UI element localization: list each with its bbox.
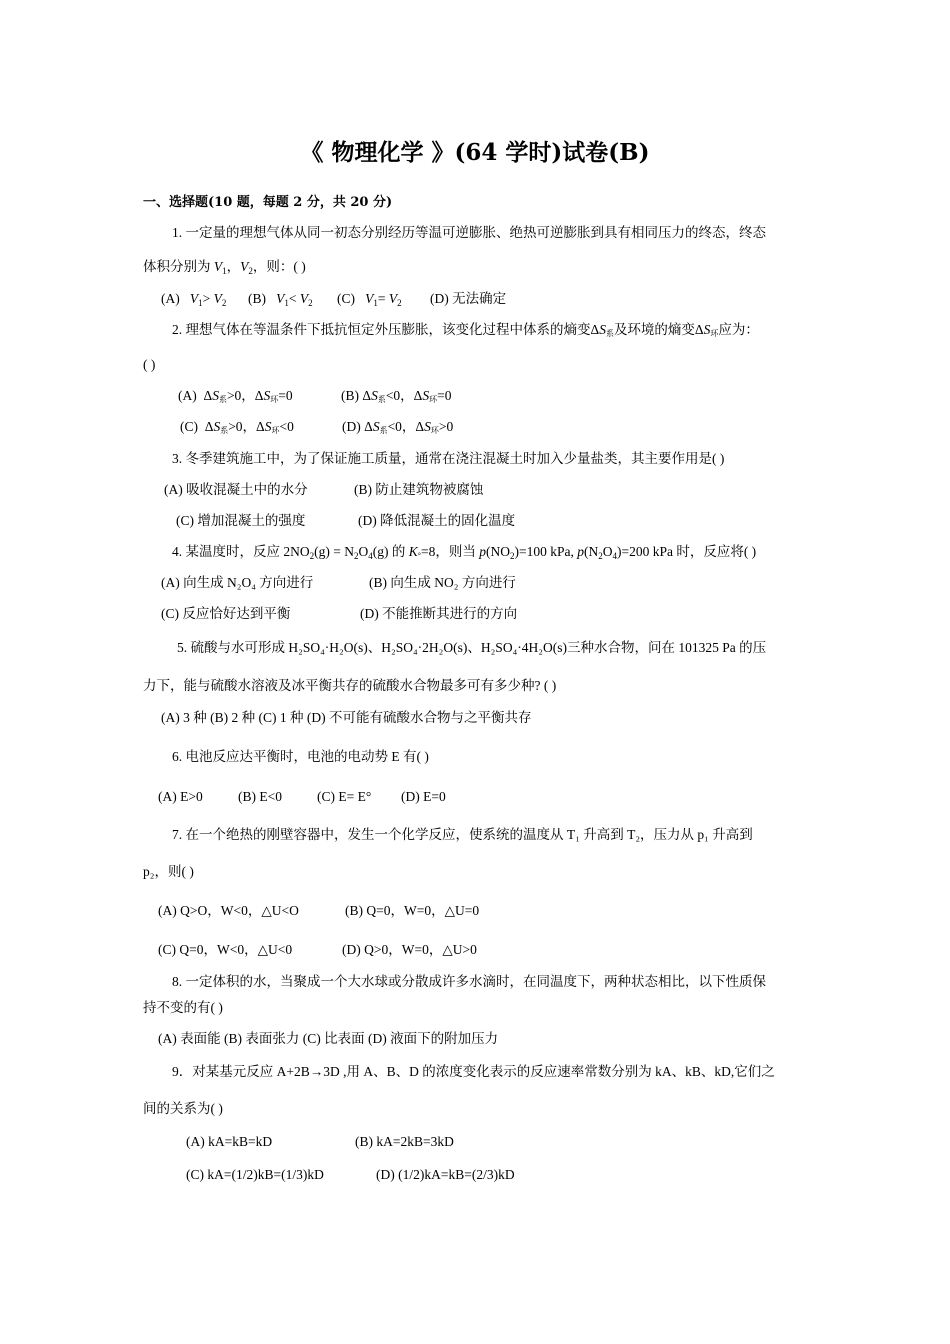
q2-option-c: (C) ΔS系>0，ΔS环<0	[180, 419, 294, 435]
q2-line2: ( )	[143, 357, 156, 372]
q9-option-d: (D) (1/2)kA=kB=(2/3)kD	[376, 1167, 515, 1182]
q1-option-a: (A) $V_1> V_2$	[161, 291, 227, 308]
q6-option-c: (C) E= E°	[317, 789, 372, 804]
q8-line1: 8. 一定体积的水，当聚成一个大水球或分散成许多水滴时，在同温度下，两种状态相比，以下性质保	[172, 974, 766, 989]
q7-option-a: (A) Q>O，W<0，△U<O	[158, 903, 299, 918]
q7-line2: p₂，则( )	[143, 864, 194, 879]
q3-option-c: (C) 增加混凝土的强度	[176, 513, 306, 528]
q5-options: (A) 3 种 (B) 2 种 (C) 1 种 (D) 不可能有硫酸水合物与之平衡共存	[161, 710, 532, 725]
q8-line2: 持不变的有( )	[143, 1000, 223, 1015]
q1-line1: 1. 一定量的理想气体从同一初态分别经历等温可逆膨胀、绝热可逆膨胀到具有相同压力的终态，终态	[172, 225, 766, 240]
q6-option-b: (B) E<0	[238, 789, 282, 804]
q6-option-a: (A) E>0	[158, 789, 203, 804]
q7-option-b: (B) Q=0，W=0，△U=0	[345, 903, 480, 918]
q9-option-a: (A) kA=kB=kD	[186, 1134, 273, 1149]
q7-option-d: (D) Q>0，W=0，△U>0	[342, 942, 477, 957]
page-title: 《 物理化学 》(64 学时)试卷(B)	[300, 139, 650, 166]
q2-option-b: (B) ΔS系<0，ΔS环=0	[341, 388, 452, 404]
q1-option-b: (B) $V_1< V_2$	[248, 291, 313, 308]
q4-option-d: (D) 不能推断其进行的方向	[360, 606, 518, 621]
q4-option-a: (A) 向生成 N₂O₄ 方向进行	[161, 575, 314, 590]
q9-line2: 间的关系为( )	[143, 1101, 223, 1116]
q3-line1: 3. 冬季建筑施工中，为了保证施工质量，通常在浇注混凝土时加入少量盐类，其主要作用是( )	[172, 451, 725, 466]
q2-option-d: (D) ΔS系<0，ΔS环>0	[342, 419, 454, 435]
q9-line1: 9．对某基元反应 A+2B→3D ,用 A、B、D 的浓度变化表示的反应速率常数分别为 kA、kB、kD,它们之	[172, 1064, 775, 1079]
q9-option-c: (C) kA=(1/2)kB=(1/3)kD	[186, 1167, 324, 1182]
q1-option-c: (C) $V_1= V_2$	[337, 291, 402, 308]
q4-line1: 4. 某温度时，反应 $2NO_2(g) = N_2O_4(g)$ 的 K°=8，则当 $p(NO_2)=100$ kPa, $p(N_2O_4)=200$ kPa 时，反应将( )	[172, 544, 757, 561]
q6-line1: 6. 电池反应达平衡时，电池的电动势 E 有( )	[172, 749, 429, 764]
q3-option-d: (D) 降低混凝土的固化温度	[358, 513, 516, 528]
q1-line2: 体积分别为 $V_1$，$V_2$，则：( )	[143, 259, 306, 276]
q4-option-c: (C) 反应恰好达到平衡	[161, 606, 291, 621]
q1-option-d: (D) 无法确定	[430, 291, 507, 306]
q9-option-b: (B) kA=2kB=3kD	[355, 1134, 454, 1149]
q3-option-b: (B) 防止建筑物被腐蚀	[354, 482, 484, 497]
q2-line1: 2. 理想气体在等温条件下抵抗恒定外压膨胀，该变化过程中体系的熵变ΔS系及环境的熵变ΔS环应为：	[172, 322, 759, 338]
q4-option-b: (B) 向生成 NO₂ 方向进行	[369, 575, 516, 590]
q3-option-a: (A) 吸收混凝土中的水分	[164, 482, 308, 497]
section-heading: 一、选择题(10 题，每题 2 分，共 20 分)	[143, 195, 393, 210]
q6-option-d: (D) E=0	[401, 789, 446, 804]
q5-line1: 5. 硫酸与水可形成 H₂SO₄·H₂O(s)、H₂SO₄·2H₂O(s)、H₂SO₄·4H₂O(s)三种水合物，问在 101325 Pa 的压	[177, 640, 767, 655]
q7-option-c: (C) Q=0，W<0，△U<0	[158, 942, 293, 957]
q5-line2: 力下，能与硫酸水溶液及冰平衡共存的硫酸水合物最多可有多少种? ( )	[143, 678, 557, 693]
q2-option-a: (A) ΔS系>0，ΔS环=0	[178, 388, 293, 404]
q7-line1: 7. 在一个绝热的刚壁容器中，发生一个化学反应，使系统的温度从 T₁ 升高到 T₂，压力从 p₁ 升高到	[172, 827, 753, 842]
q8-options: (A) 表面能 (B) 表面张力 (C) 比表面 (D) 液面下的附加压力	[158, 1031, 499, 1046]
